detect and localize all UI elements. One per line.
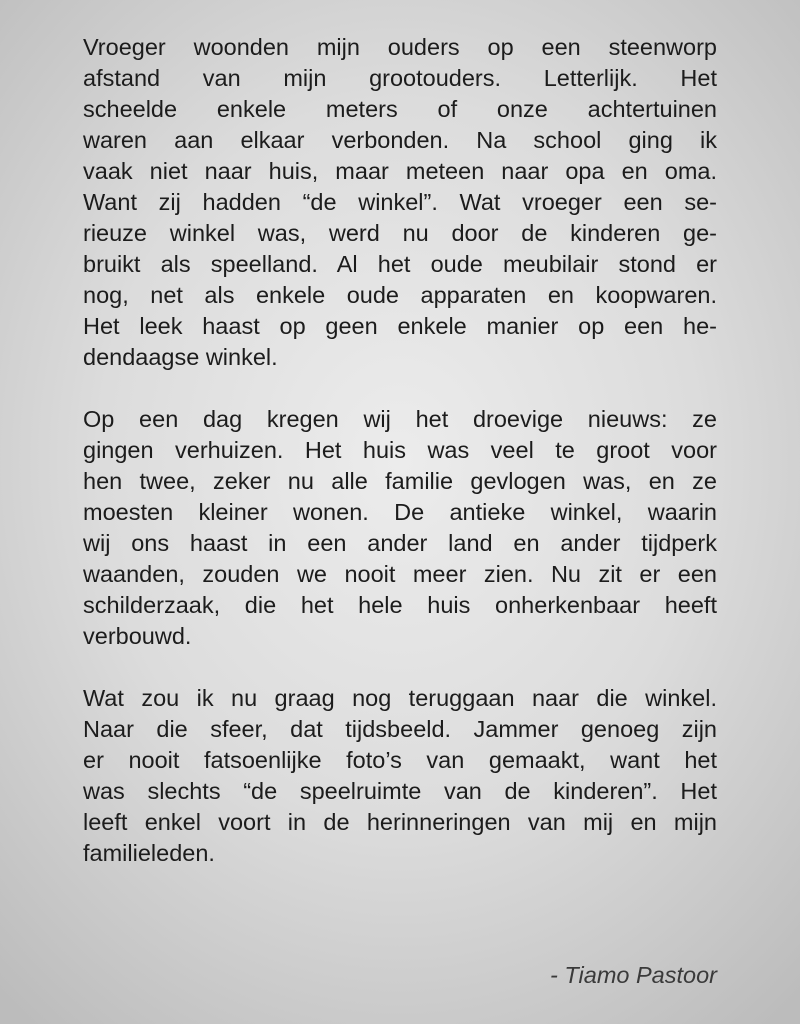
- text-line: rieuze winkel was, werd nu door de kinderen ge-: [83, 220, 717, 246]
- text-line: gingen verhuizen. Het huis was veel te groot voor: [83, 437, 717, 463]
- text-line: leeft enkel voort in de herinneringen van mij en mijn: [83, 809, 717, 835]
- text-line: vaak niet naar huis, maar meteen naar opa en oma.: [83, 158, 717, 184]
- text-line: Want zij hadden “de winkel”. Wat vroeger een se-: [83, 189, 717, 215]
- text-line: wij ons haast in een ander land en ander tijdperk: [83, 530, 717, 556]
- text-line: scheelde enkele meters of onze achtertuinen: [83, 96, 717, 122]
- text-line: afstand van mijn grootouders. Letterlijk. Het: [83, 65, 717, 91]
- text-line: nog, net als enkele oude apparaten en koopwaren.: [83, 282, 717, 308]
- story-text: [83, 32, 717, 900]
- text-line: er nooit fatsoenlijke foto’s van gemaakt, want het: [83, 747, 717, 773]
- text-line: moesten kleiner wonen. De antieke winkel, waarin: [83, 499, 717, 525]
- text-line: Vroeger woonden mijn ouders op een steenworp: [83, 34, 717, 60]
- text-line: schilderzaak, die het hele huis onherkenbaar heeft: [83, 592, 717, 618]
- text-line: dendaagse winkel.: [83, 344, 278, 370]
- text-line: Het leek haast op geen enkele manier op een he-: [83, 313, 717, 339]
- author-signature: - Tiamo Pastoor: [550, 962, 717, 988]
- text-line: bruikt als speelland. Al het oude meubilair stond er: [83, 251, 717, 277]
- paragraph: [83, 683, 717, 869]
- text-line: was slechts “de speelruimte van de kinderen”. Het: [83, 778, 717, 804]
- text-line: familieleden.: [83, 840, 215, 866]
- text-line: Naar die sfeer, dat tijdsbeeld. Jammer genoeg zijn: [83, 716, 717, 742]
- text-line: hen twee, zeker nu alle familie gevlogen was, en ze: [83, 468, 717, 494]
- text-line: Op een dag kregen wij het droevige nieuws: ze: [83, 406, 717, 432]
- text-line: waanden, zouden we nooit meer zien. Nu zit er een: [83, 561, 717, 587]
- paragraph: [83, 404, 717, 652]
- text-line: waren aan elkaar verbonden. Na school ging ik: [83, 127, 717, 153]
- text-line: verbouwd.: [83, 623, 192, 649]
- text-line: Wat zou ik nu graag nog teruggaan naar die winkel.: [83, 685, 717, 711]
- paragraph: [83, 32, 717, 373]
